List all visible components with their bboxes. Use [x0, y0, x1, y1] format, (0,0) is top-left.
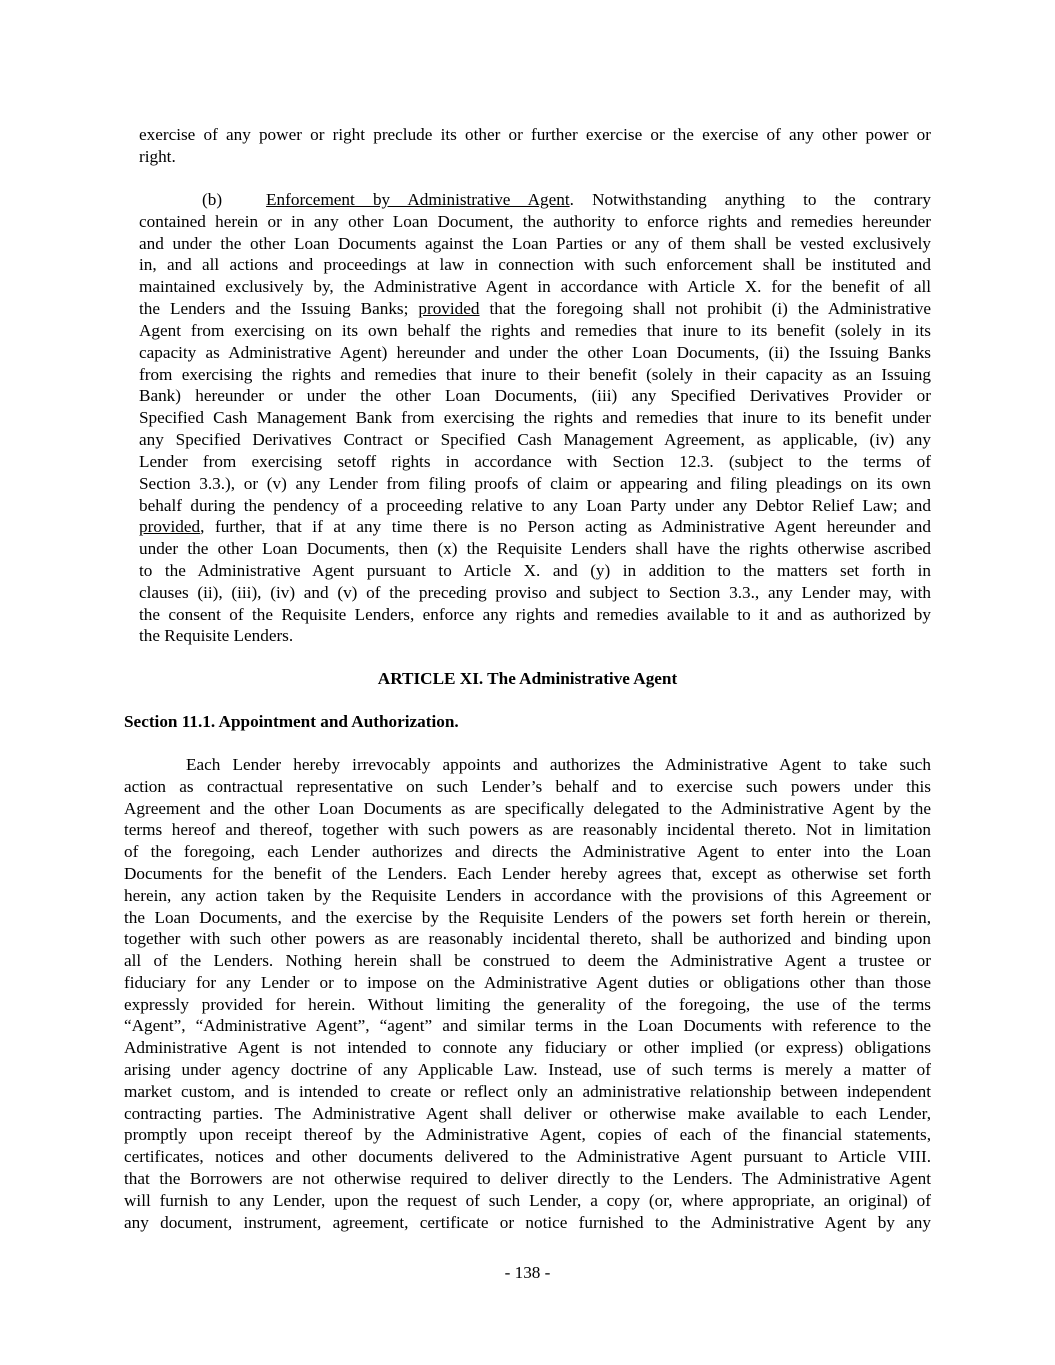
paragraph-b-line: Agent from exercising on its own behalf the rights and remedies that inure to its benefit (solely in its [139, 321, 931, 340]
paragraph-b-line: in, and all actions and proceedings at law in connection with such enforcement shall be instituted and [139, 255, 931, 274]
paragraph-b-line: under the other Loan Documents, then (x) the Requisite Lenders shall have the rights otherwise ascribed [139, 539, 931, 558]
section-paragraph-line: promptly upon receipt thereof by the Administrative Agent, copies of each of the financial statements, [124, 1125, 931, 1144]
provided-prefix: the Lenders and the Issuing Banks; [139, 299, 419, 318]
section-paragraph-line: action as contractual representative on such Lender’s behalf and to exercise such powers under this [124, 777, 931, 796]
paragraph-b-line: Section 3.3.), or (v) any Lender from filing proofs of claim or appearing and filing pleadings on its own [139, 474, 931, 493]
paragraph-b-line: and under the other Loan Documents against the Loan Parties or any of them shall be vested exclusively [139, 234, 931, 253]
section-paragraph-line: herein, any action taken by the Requisite Lenders in accordance with the provisions of this Agreement or [124, 886, 931, 905]
section-paragraph-line: the Loan Documents, and the exercise by the Requisite Lenders of the powers set forth herein or therein, [124, 908, 931, 927]
section-paragraph-line: “Agent”, “Administrative Agent”, “agent” and similar terms in the Loan Documents with reference to the [124, 1016, 931, 1035]
paragraph-b-line: behalf during the pendency of a proceeding relative to any Loan Party under any Debtor Relief Law; and [139, 496, 931, 515]
heading-period: . [569, 190, 574, 209]
paragraph-b-line: Bank) hereunder or under the other Loan Documents, (iii) any Specified Derivatives Provider or [139, 386, 931, 405]
section-paragraph-line: any document, instrument, agreement, certificate or notice furnished to the Administrative Agent by any [124, 1213, 931, 1232]
section-paragraph-line: market custom, and is intended to create or reflect only an administrative relationship between independent [124, 1082, 931, 1101]
paragraph-b-line: maintained exclusively by, the Administrative Agent in accordance with Article X. for the benefit of all [139, 277, 931, 296]
section-paragraph-line: fiduciary for any Lender or to impose on the Administrative Agent duties or obligations other than those [124, 973, 931, 992]
paragraph-b-line: the Requisite Lenders. [139, 626, 294, 645]
section-paragraph-line: expressly provided for herein. Without limiting the generality of the foregoing, the use of the terms [124, 995, 931, 1014]
paragraph-b-line [139, 298, 931, 320]
paragraph-continuation-line: right. [139, 147, 176, 166]
paragraph-b-line: capacity as Administrative Agent) hereunder and under the other Loan Documents, (ii) the Issuing Banks [139, 343, 931, 362]
paragraph-b-first-line-text: Notwithstanding anything to the contrary [592, 190, 931, 209]
section-paragraph-line: Administrative Agent is not intended to connote any fiduciary or other implied (or express) obligations [124, 1038, 931, 1057]
provided-term: provided [139, 517, 201, 536]
section-paragraph-line: all of the Lenders. Nothing herein shall be construed to deem the Administrative Agent a trustee or [124, 951, 931, 970]
provided-suffix: , further, that if at any time there is no Person acting as Administrative Agent hereunder and [200, 517, 931, 536]
section-paragraph-line: of the foregoing, each Lender authorizes and directs the Administrative Agent to enter into the Loan [124, 842, 931, 861]
paragraph-b-line: to the Administrative Agent pursuant to Article X. and (y) in addition to the matters set forth in [139, 561, 931, 580]
section-paragraph-line: contracting parties. The Administrative Agent shall deliver or otherwise make available to each Lender, [124, 1104, 931, 1123]
section-paragraph-line: certificates, notices and other documents delivered to the Administrative Agent pursuant to Article VIII. [124, 1147, 931, 1166]
paragraph-b-line: Specified Cash Management Bank from exercising the rights and remedies that inure to its benefit under [139, 408, 931, 427]
section-paragraph-line: arising under agency doctrine of any Applicable Law. Instead, use of such terms is merely a matter of [124, 1060, 931, 1079]
paragraph-b-line: from exercising the rights and remedies that inure to their benefit (solely in their capacity as an Issuing [139, 365, 931, 384]
paragraph-b-line: contained herein or in any other Loan Document, the authority to enforce rights and remedies hereunder [139, 212, 931, 231]
section-paragraph-line: that the Borrowers are not otherwise required to deliver directly to the Lenders. The Administrative Agent [124, 1169, 931, 1188]
article-heading: ARTICLE XI. The Administrative Agent [377, 669, 678, 688]
section-paragraph-line: terms hereof and thereof, together with such powers as are reasonably incidental thereto. Not in limitation [124, 820, 931, 839]
page-number: - 138 - [504, 1263, 551, 1282]
provided-suffix: that the foregoing shall not prohibit (i) the Administrative [479, 299, 931, 318]
paragraph-b-line: the consent of the Requisite Lenders, enforce any rights and remedies available to it and as authorized by [139, 605, 931, 624]
provided-term: provided [418, 299, 480, 318]
paragraph-b-line: Lender from exercising setoff rights in accordance with Section 12.3. (subject to the terms of [139, 452, 931, 471]
paragraph-b-label: (b) [202, 190, 223, 209]
paragraph-b-line: any Specified Derivatives Contract or Specified Cash Management Agreement, as applicable, (iv) any [139, 430, 931, 449]
section-paragraph-line: Agreement and the other Loan Documents as are specifically delegated to the Administrative Agent by the [124, 799, 931, 818]
paragraph-b-first-line [139, 189, 931, 211]
paragraph-b-line [139, 516, 931, 538]
section-heading: Section 11.1. Appointment and Authorization. [124, 712, 459, 731]
paragraph-continuation-line: exercise of any power or right preclude its other or further exercise or the exercise of any other power or [139, 125, 931, 144]
section-paragraph-line: Each Lender hereby irrevocably appoints and authorizes the Administrative Agent to take such [186, 755, 931, 774]
section-paragraph-line: together with such other powers as are reasonably incidental thereto, shall be authorized and binding upon [124, 929, 931, 948]
section-paragraph-line: will furnish to any Lender, upon the request of such Lender, a copy (or, where appropriate, an original) of [124, 1191, 931, 1210]
section-paragraph-line: Documents for the benefit of the Lenders. Each Lender hereby agrees that, except as otherwise set forth [124, 864, 931, 883]
paragraph-b-line: clauses (ii), (iii), (iv) and (v) of the preceding proviso and subject to Section 3.3., any Lender may, with [139, 583, 931, 602]
paragraph-b-heading: Enforcement by Administrative Agent [266, 190, 570, 209]
